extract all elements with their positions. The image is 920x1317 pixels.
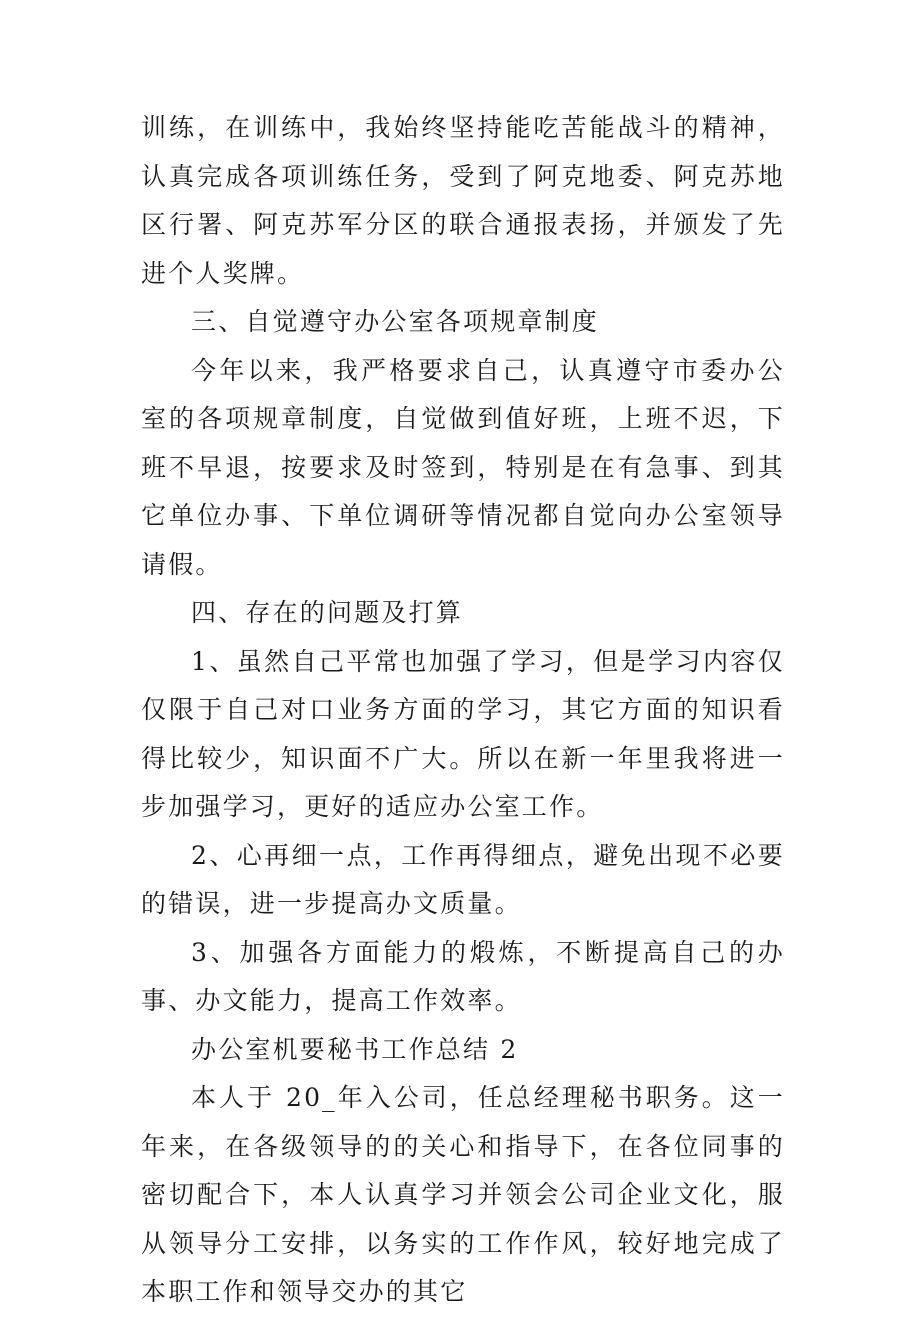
- paragraph-rules: 今年以来，我严格要求自己，认真遵守市委办公室的各项规章制度，自觉做到值好班，上班不迟，下班不早退，按要求及时签到，特别是在有急事、到其它单位办事、下单位调研等情况都自觉向办公室领导请假。: [141, 355, 785, 579]
- section-heading-rules: 三、自觉遵守办公室各项规章制度: [191, 307, 600, 336]
- section-heading-problems: 四、存在的问题及打算: [191, 598, 464, 627]
- document-title-2: 办公室机要秘书工作总结 2: [191, 1034, 519, 1064]
- paragraph-intro-2: 本人于 20_年入公司，任总经理秘书职务。这一年来，在各级领导的的关心和指导下，在各位同事的密切配合下，本人认真学习并领会公司企业文化，服从领导分工安排，以务实的工作作风，较好地完成了本职工作和领导交办的其它: [141, 1083, 785, 1306]
- paragraph-problem-1: 1、虽然自己平常也加强了学习，但是学习内容仅仅限于自己对口业务方面的学习，其它方面的知识看得比较少，知识面不广大。所以在新一年里我将进一步加强学习，更好的适应办公室工作。: [141, 646, 785, 821]
- paragraph-problem-2: 2、心再细一点，工作再得细点，避免出现不必要的错误，进一步提高办文质量。: [141, 840, 785, 918]
- paragraph-training-continuation: 训练，在训练中，我始终坚持能吃苦能战斗的精神，认真完成各项训练任务，受到了阿克地委、阿克苏地区行署、阿克苏军分区的联合通报表扬，并颁发了先进个人奖牌。: [141, 113, 785, 288]
- document-page: [141, 104, 785, 1317]
- paragraph-problem-3: 3、加强各方面能力的煅炼，不断提高自己的办事、办文能力，提高工作效率。: [141, 937, 785, 1015]
